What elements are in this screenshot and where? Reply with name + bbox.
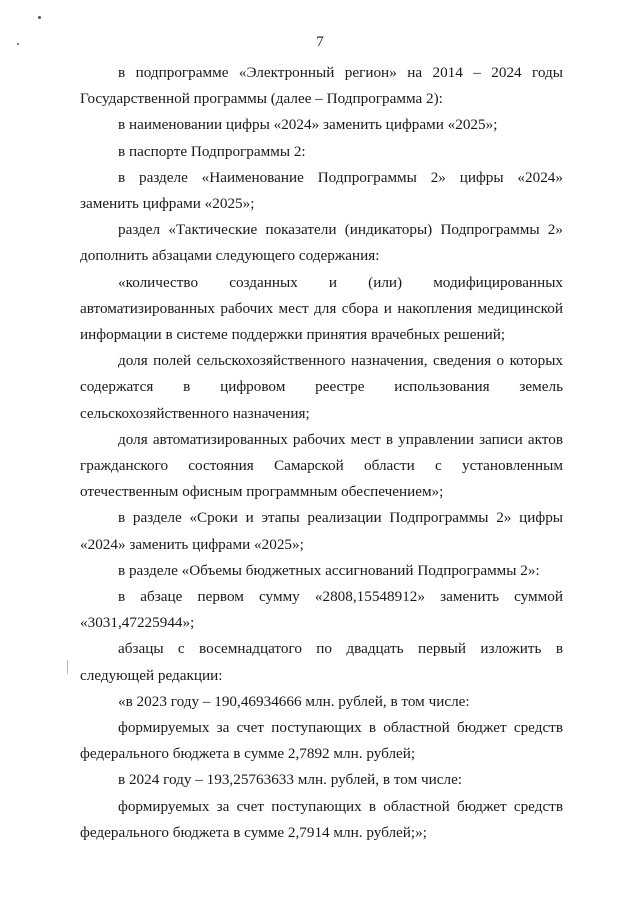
paragraph: «в 2023 году – 190,46934666 млн. рублей, в том числе: xyxy=(118,692,470,710)
paragraph: «количество созданных и (или) модифицированных автоматизированных рабочих мест для сбора и накопления медицинской информации в системе поддержки принятия врачебных решений; xyxy=(80,273,563,344)
paragraph: доля автоматизированных рабочих мест в управлении записи актов гражданского состояния Самарской области с установленным отечественным офисным программным обеспечением»; xyxy=(80,430,563,501)
paragraph: в 2024 году – 193,25763633 млн. рублей, в том числе: xyxy=(118,771,463,789)
paragraph: абзацы с восемнадцатого по двадцать первый изложить в следующей редакции: xyxy=(80,640,563,684)
paragraph: раздел «Тактические показатели (индикаторы) Подпрограммы 2» дополнить абзацами следующего содержания: xyxy=(80,221,563,265)
paragraph: в наименовании цифры «2024» заменить цифрами «2025»; xyxy=(118,116,498,134)
paragraph: доля полей сельскохозяйственного назначения, сведения о которых содержатся в цифровом реестре использования земель сельскохозяйственного назначения; xyxy=(80,352,563,422)
paragraph: в подпрограмме «Электронный регион» на 2014 – 2024 годы Государственной программы (далее – Подпрограмма 2): xyxy=(80,64,563,108)
paragraph: в разделе «Объемы бюджетных ассигнований Подпрограммы 2»: xyxy=(118,561,540,579)
page-number: 7 xyxy=(316,34,324,50)
paragraph: в разделе «Наименование Подпрограммы 2» цифры «2024» заменить цифрами «2025»; xyxy=(80,168,563,213)
scan-artifact-line xyxy=(67,660,68,674)
paragraph: в разделе «Сроки и этапы реализации Подпрограммы 2» цифры «2024» заменить цифрами «2025»; xyxy=(80,509,563,553)
paragraph: формируемых за счет поступающих в областной бюджет средств федерального бюджета в сумме 2,7914 млн. рублей;»; xyxy=(80,797,563,841)
paragraph: в паспорте Подпрограммы 2: xyxy=(118,142,306,160)
paragraph: в абзаце первом сумму «2808,15548912» заменить суммой «3031,47225944»; xyxy=(80,588,563,632)
paragraph: формируемых за счет поступающих в областной бюджет средств федерального бюджета в сумме 2,7892 млн. рублей; xyxy=(80,719,563,763)
scan-speck xyxy=(38,16,41,19)
document-body xyxy=(80,60,563,846)
